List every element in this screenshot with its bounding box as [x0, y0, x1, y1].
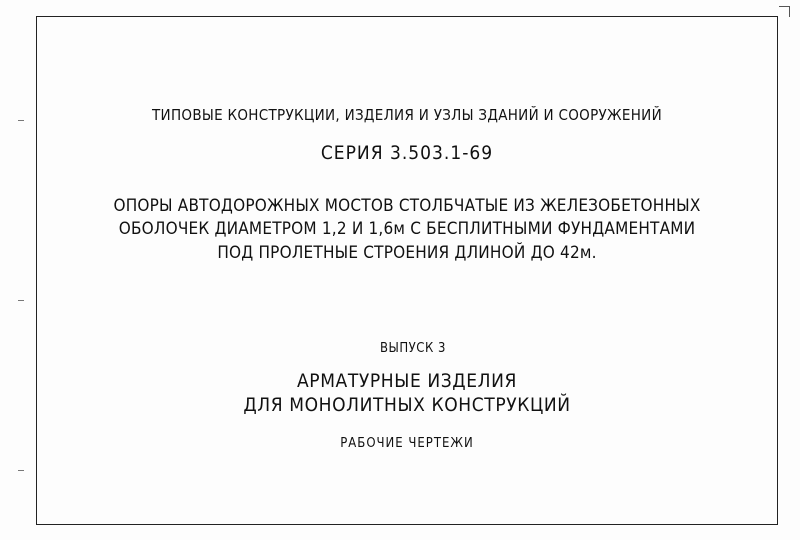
series-code: СЕРИЯ 3.503.1-69: [320, 142, 494, 164]
product-line-1: АРМАТУРНЫЕ ИЗДЕЛИЯ: [297, 370, 517, 392]
product-line-2: ДЛЯ МОНОЛИТНЫХ КОНСТРУКЦИЙ: [243, 394, 571, 416]
issue-number: ВЫПУСК 3: [380, 341, 446, 356]
title-line-3: ПОД ПРОЛЕТНЫЕ СТРОЕНИЯ ДЛИНОЙ ДО 42м.: [217, 243, 597, 263]
binding-tick-mark: [18, 470, 24, 471]
corner-trim-mark: [779, 6, 790, 17]
title-line-2: ОБОЛОЧЕК ДИАМЕТРОМ 1,2 И 1,6м С БЕСПЛИТНЫМИ ФУНДАМЕНТАМИ: [118, 219, 696, 239]
drawing-stage: РАБОЧИЕ ЧЕРТЕЖИ: [340, 436, 474, 451]
series-reference: ТИПОВЫЕ КОНСТРУКЦИИ, ИЗДЕЛИЯ И УЗЛЫ ЗДАНИЙ И СООРУЖЕНИЙ: [152, 106, 662, 124]
binding-tick-mark: [18, 300, 24, 301]
title-line-1: ОПОРЫ АВТОДОРОЖНЫХ МОСТОВ СТОЛБЧАТЫЕ ИЗ ЖЕЛЕЗОБЕТОННЫХ: [113, 196, 701, 216]
binding-tick-mark: [18, 120, 24, 121]
